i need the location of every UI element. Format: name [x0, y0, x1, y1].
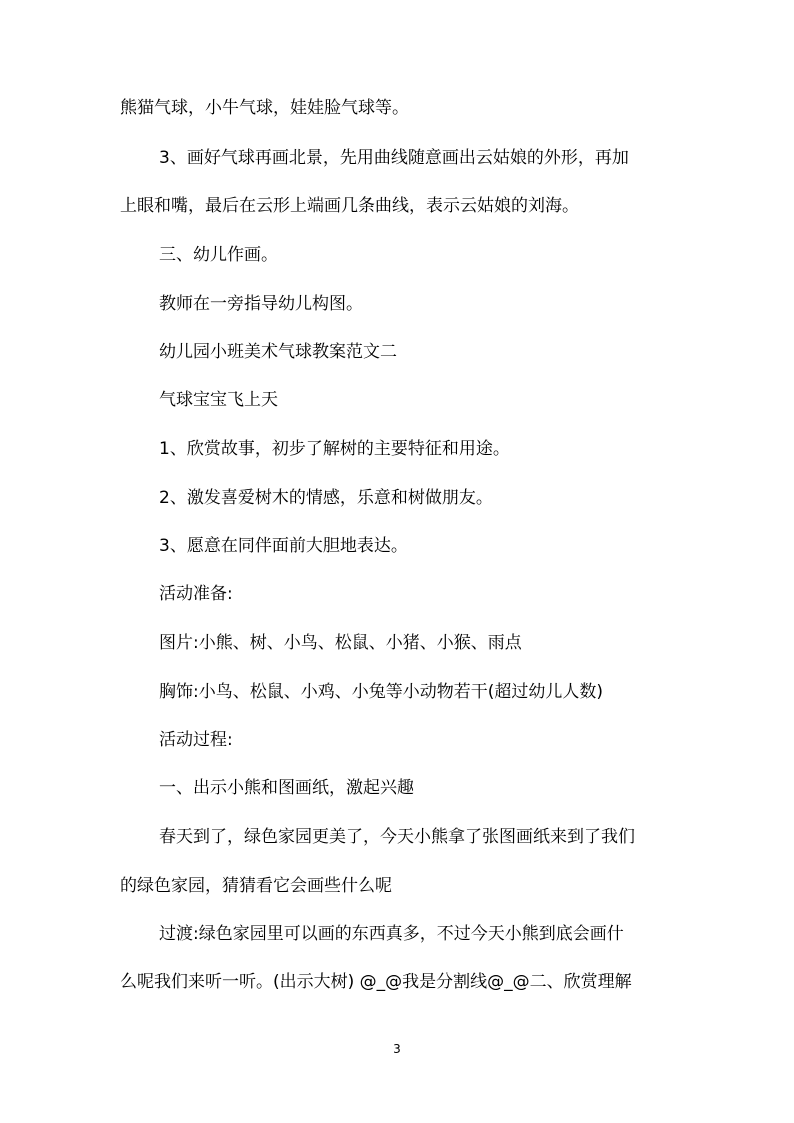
text-line-3: 上眼和嘴，最后在云形上端画几条曲线，表示云姑娘的刘海。	[120, 196, 579, 216]
text-line-7: 气球宝宝飞上天	[159, 390, 278, 410]
text-line-1: 熊猫气球，小牛气球，娃娃脸气球等。	[120, 98, 409, 118]
text-line-10: 3、愿意在同伴面前大胆地表达。	[159, 536, 408, 556]
page-number: 3	[393, 1042, 401, 1056]
text-line-18: 过渡:绿色家园里可以画的东西真多，不过今天小熊到底会画什	[159, 924, 624, 944]
text-line-19: 么呢我们来听一听。(出示大树) @_@我是分割线@_@二、欣赏理解	[120, 972, 632, 992]
text-line-17: 的绿色家园，猜猜看它会画些什么呢	[120, 876, 392, 896]
text-line-16: 春天到了，绿色家园更美了，今天小熊拿了张图画纸来到了我们	[159, 827, 635, 847]
text-line-5: 教师在一旁指导幼儿构图。	[159, 294, 363, 314]
text-line-11: 活动准备:	[159, 584, 233, 604]
text-line-2: 3、画好气球再画北景，先用曲线随意画出云姑娘的外形，再加	[159, 148, 629, 168]
text-line-12: 图片:小熊、树、小鸟、松鼠、小猪、小猴、雨点	[159, 633, 522, 653]
text-line-13: 胸饰:小鸟、松鼠、小鸡、小兔等小动物若干(超过幼儿人数)	[159, 682, 603, 702]
text-line-15: 一、出示小熊和图画纸，激起兴趣	[159, 778, 414, 798]
text-line-14: 活动过程:	[159, 730, 233, 750]
text-line-8: 1、欣赏故事，初步了解树的主要特征和用途。	[159, 439, 510, 459]
text-line-9: 2、激发喜爱树木的情感，乐意和树做朋友。	[159, 488, 493, 508]
text-line-6: 幼儿园小班美术气球教案范文二	[159, 342, 397, 362]
text-line-4: 三、幼儿作画。	[159, 245, 278, 265]
